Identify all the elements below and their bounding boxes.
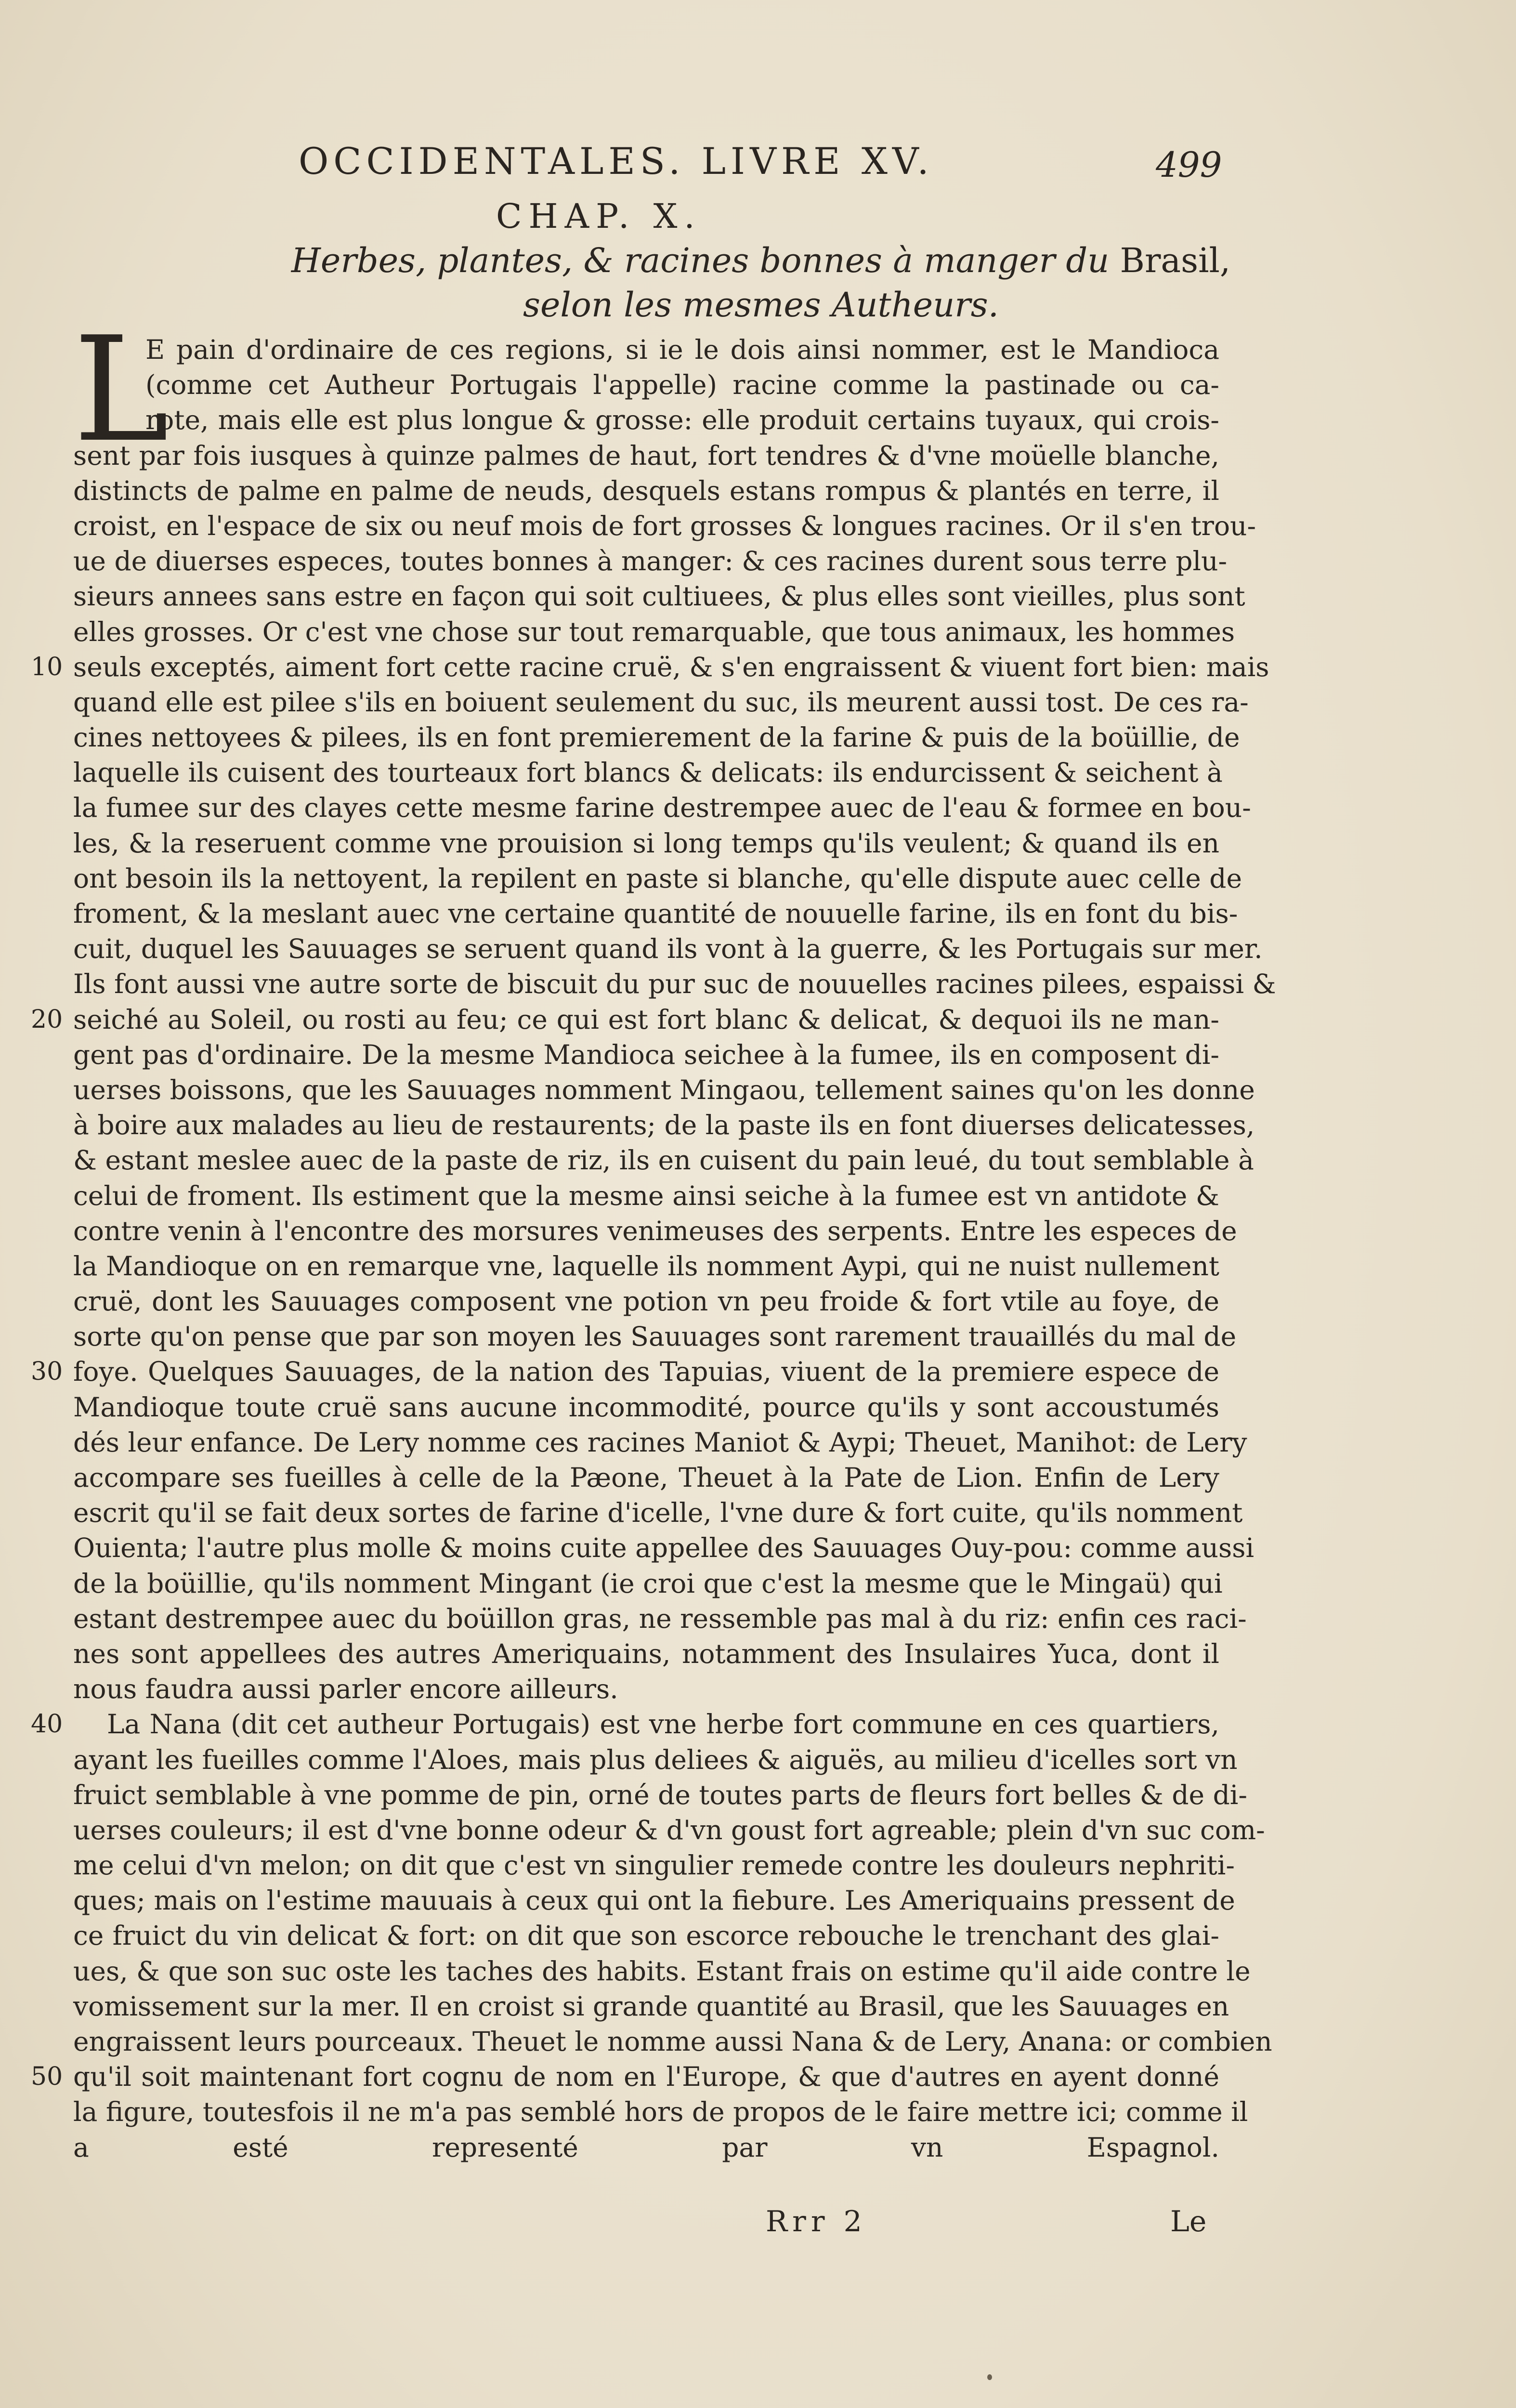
text-line: [31, 650, 1269, 685]
text-line-content: les, & la reseruent comme vne prouision si long temps qu'ils veulent; & quand ils en: [73, 827, 1219, 859]
text-line: [73, 967, 1276, 1002]
text-line: [73, 1495, 1243, 1531]
text-line-content: estant destrempee auec du boüillon gras, ne ressemble pas mal à du riz: enfin ces raci-: [73, 1603, 1247, 1634]
text-line-content: ont besoin ils la nettoyent, la repilent en paste si blanche, qu'elle dispute auec celle de: [73, 863, 1242, 894]
chapter-title-line-1: [231, 241, 1291, 280]
text-line-content: croist, en l'espace de six ou neuf mois de fort grosses & longues racines. Or il s'en trou-: [73, 510, 1256, 541]
text-line-content: ce fruict du vin delicat & fort: on dit que son escorce rebouche le trenchant des glai-: [73, 1920, 1219, 1951]
text-line-content: ques; mais on l'estime mauuais à ceux qui ont la fiebure. Les Ameriquains pressent de: [73, 1885, 1235, 1916]
text-line-content: & estant meslee auec de la paste de riz, ils en cuisent du pain leué, du tout semblable à: [73, 1145, 1254, 1176]
text-line: [73, 1813, 1265, 1848]
text-line-content: nous faudra aussi parler encore ailleurs.: [73, 1674, 618, 1705]
chapter-title-italic: Herbes, plantes, & racines bonnes à manger du: [291, 241, 1110, 280]
text-line: [73, 1073, 1255, 1108]
text-line-content: elles grosses. Or c'est vne chose sur tout remarquable, que tous animaux, les hommes: [73, 616, 1235, 647]
text-line: [73, 896, 1238, 931]
text-line: [73, 1531, 1255, 1566]
text-line: [73, 720, 1240, 755]
text-lines: [31, 332, 1276, 2165]
text-line: [73, 579, 1245, 614]
text-line-content: ayant les fueilles comme l'Aloes, mais plus deliees & aiguës, au milieu d'icelles sort vn: [73, 1744, 1238, 1775]
text-line-content: contre venin à l'encontre des morsures venimeuses des serpents. Entre les especes de: [73, 1215, 1237, 1246]
running-head: OCCIDENTALES. LIVRE XV.: [299, 140, 934, 183]
chapter-heading: CHAP. X.: [496, 196, 702, 236]
text-line-content: quand elle est pilee s'ils en boiuent seulement du suc, ils meurent aussi tost. De ces ra-: [73, 686, 1249, 718]
text-line: [73, 332, 1219, 367]
signature-mark: Rrr 2: [766, 2205, 867, 2238]
text-line-content: gent pas d'ordinaire. De la mesme Mandioca seichee à la fumee, ils en composent di-: [73, 1039, 1219, 1070]
text-line: [73, 1672, 1219, 1707]
text-line-content: cruë, dont les Sauuages composent vne potion vn peu froide & fort vtile au foye, de: [73, 1286, 1219, 1317]
catchword: Le: [1170, 2205, 1207, 2238]
line-number: 20: [31, 1005, 63, 1034]
text-line: [73, 1178, 1219, 1214]
text-line-content: distincts de palme en palme de neuds, desquels estans rompus & plantés en terre, il: [73, 475, 1219, 506]
text-line-content: Ils font aussi vne autre sorte de biscuit du pur suc de nouuelles racines pilees, espaissi &: [73, 968, 1276, 1000]
text-line: [73, 1989, 1229, 2024]
text-line-content: seuls exceptés, aiment fort cette racine cruë, & s'en engraissent & viuent fort bien: mais: [73, 651, 1269, 682]
text-line-content: cines nettoyees & pilees, ils en font premierement de la farine & puis de la boüillie, de: [73, 722, 1240, 753]
text-line: [73, 1778, 1247, 1813]
text-line-content: celui de froment. Ils estiment que la mesme ainsi seiche à la fumee est vn antidote &: [73, 1180, 1219, 1211]
text-line: [73, 826, 1219, 861]
text-line: [73, 931, 1263, 967]
text-line-content: La Nana (dit cet autheur Portugais) est vne herbe fort commune en ces quartiers,: [107, 1709, 1219, 1740]
text-line: [73, 1848, 1235, 1883]
line-number: 50: [31, 2062, 63, 2092]
text-line-content: accompare ses fueilles à celle de la Pæone, Theuet à la Pate de Lion. Enfin de Lery: [73, 1462, 1219, 1493]
page-number: 499: [1156, 144, 1222, 185]
text-line: [31, 1354, 1219, 1389]
text-line-content: la Mandioque on en remarque vne, laquelle ils nomment Aypi, qui ne nuist nullement: [73, 1250, 1219, 1282]
text-line: [73, 1390, 1219, 1425]
text-line: [73, 509, 1256, 544]
text-line-content: uerses boissons, que les Sauuages nomment Mingaou, tellement saines qu'on les donne: [73, 1074, 1255, 1105]
text-line-content: qu'il soit maintenant fort cognu de nom en l'Europe, & que d'autres en ayent donné: [73, 2061, 1219, 2093]
text-line-content: à boire aux malades au lieu de restaurents; de la paste ils en font diuerses delicatesses,: [73, 1110, 1255, 1141]
text-line: [73, 367, 1219, 403]
text-line-content: dés leur enfance. De Lery nomme ces racines Maniot & Aypi; Theuet, Manihot: de Lery: [73, 1426, 1247, 1458]
text-line: [73, 1108, 1255, 1143]
text-line: [73, 1214, 1237, 1249]
text-line: [73, 790, 1251, 825]
text-line: [73, 1636, 1219, 1672]
text-line: [31, 2059, 1219, 2094]
text-line: [73, 1601, 1247, 1636]
text-line-content: Mandioque toute cruë sans aucune incommodité, pource qu'ils y sont accoustumés: [73, 1391, 1219, 1423]
text-line-content: nes sont appellees des autres Ameriquains, notamment des Insulaires Yuca, dont il: [73, 1638, 1219, 1669]
text-line-content: Ouienta; l'autre plus molle & moins cuite appellee des Sauuages Ouy-pou: comme aussi: [73, 1532, 1255, 1564]
text-line: [73, 1284, 1219, 1319]
text-line-content: foye. Quelques Sauuages, de la nation des Tapuias, viuent de la premiere espece de: [73, 1356, 1219, 1387]
text-line: [73, 1460, 1219, 1495]
text-line-content: laquelle ils cuisent des tourteaux fort blancs & delicats: ils endurcissent & seichent à: [73, 757, 1223, 788]
text-line-content: sieurs annees sans estre en façon qui soit cultiuees, & plus elles sont vieilles, plus sont: [73, 581, 1245, 612]
text-line: [73, 1918, 1219, 1953]
text-line-content: froment, & la meslant auec vne certaine quantité de nouuelle farine, ils en font du bis-: [73, 898, 1238, 929]
text-line-content: vomissement sur la mer. Il en croist si grande quantité au Brasil, que les Sauuages en: [73, 1990, 1229, 2022]
text-line-content: cuit, duquel les Sauuages se seruent quand ils vont à la guerre, & les Portugais sur mer.: [73, 933, 1263, 965]
text-line-content: me celui d'vn melon; on dit que c'est vn singulier remede contre les douleurs nephriti-: [73, 1850, 1235, 1881]
text-line: [73, 685, 1249, 720]
text-line: [73, 1037, 1219, 1073]
text-line-content: sent par fois iusques à quinze palmes de haut, fort tendres & d'vne moüelle blanche,: [73, 440, 1219, 471]
text-line: [73, 1742, 1238, 1778]
body-text: [31, 306, 1276, 2165]
text-line: [73, 473, 1219, 509]
text-line-content: ue de diuerses especes, toutes bonnes à manger: & ces racines durent sous terre plu-: [73, 546, 1228, 577]
chapter-title-roman: Brasil,: [1120, 241, 1231, 280]
text-line-content: sorte qu'on pense que par son moyen les Sauuages sont rarement trauaillés du mal de: [73, 1321, 1237, 1352]
text-line: [73, 2024, 1272, 2059]
text-line-content: de la boüillie, qu'ils nomment Mingant (ie croi que c'est la mesme que le Mingaü) qui: [73, 1568, 1223, 1599]
text-line-content: ues, & que son suc oste les taches des habits. Estant frais on estime qu'il aide contre le: [73, 1955, 1251, 1987]
text-line: [73, 861, 1242, 896]
text-line-content: (comme cet Autheur Portugais l'appelle) racine comme la pastinade ou ca-: [145, 369, 1219, 401]
line-number: 30: [31, 1357, 63, 1387]
text-line: [73, 438, 1219, 473]
text-line: [73, 1425, 1247, 1460]
text-line-content: la figure, toutesfois il ne m'a pas semblé hors de propos de le faire mettre ici; comme il: [73, 2096, 1248, 2128]
text-line: [73, 2094, 1248, 2130]
paper-speck: [987, 2374, 992, 2380]
text-line-content: fruict semblable à vne pomme de pin, orné de toutes parts de fleurs fort belles & de di-: [73, 1779, 1247, 1810]
text-line: [73, 1954, 1251, 1989]
text-line-content: E pain d'ordinaire de ces regions, si ie le dois ainsi nommer, est le Mandioca: [145, 334, 1219, 365]
text-line: [73, 1143, 1254, 1178]
text-line-content: engraissent leurs pourceaux. Theuet le nomme aussi Nana & de Lery, Anana: or combien: [73, 2026, 1272, 2057]
text-line: [73, 1883, 1235, 1918]
text-line: [73, 1249, 1219, 1284]
line-number: 10: [31, 652, 63, 681]
text-line: [31, 1707, 1219, 1742]
drop-cap: L: [73, 306, 170, 474]
text-line-content: la fumee sur des clayes cette mesme farine destrempee auec de l'eau & formee en bou-: [73, 792, 1251, 824]
text-line-content: escrit qu'il se fait deux sortes de farine d'icelle, l'vne dure & fort cuite, qu'ils nomment: [73, 1497, 1243, 1529]
text-line-content: uerses couleurs; il est d'vne bonne odeur & d'vn goust fort agreable; plein d'vn suc com-: [73, 1814, 1265, 1845]
text-line-content: rote, mais elle est plus longue & grosse: elle produit certains tuyaux, qui crois-: [145, 405, 1219, 436]
text-line-content: seiché au Soleil, ou rosti au feu; ce qui est fort blanc & delicat, & dequoi ils ne man-: [73, 1004, 1219, 1035]
text-line: [73, 1319, 1237, 1354]
line-number: 40: [31, 1710, 63, 1739]
text-line: [31, 1002, 1219, 1037]
text-line: [73, 755, 1223, 790]
text-line-content: a esté representé par vn Espagnol.: [73, 2132, 1219, 2163]
text-line: [73, 1566, 1223, 1601]
chapter-title-line-2: selon les mesmes Autheurs.: [523, 285, 999, 325]
text-line: [73, 2130, 1219, 2165]
text-line: [73, 544, 1228, 579]
text-line: [73, 615, 1235, 650]
text-line: [73, 403, 1219, 438]
